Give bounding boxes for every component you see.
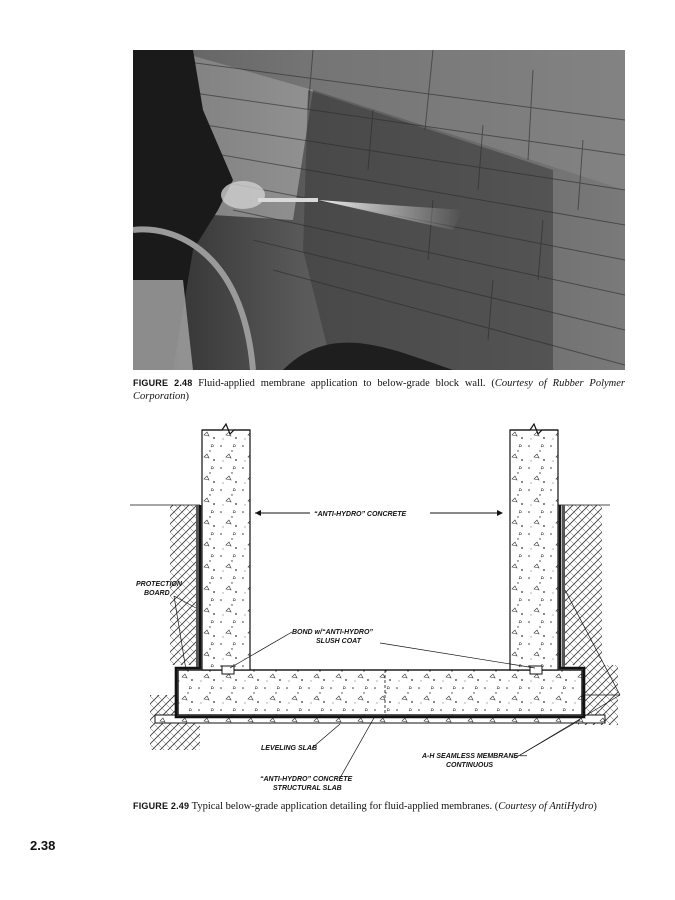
figure-2-48-caption	[133, 377, 625, 403]
caption-credit: Courtesy of AntiHydro	[498, 801, 594, 812]
label-structural-slab: STRUCTURAL SLAB	[273, 785, 342, 792]
structural-slab	[178, 670, 582, 715]
figure-2-49-caption	[133, 800, 625, 813]
protection-board-right	[562, 505, 565, 667]
caption-close: )	[593, 801, 597, 812]
left-wall	[202, 430, 250, 670]
label-anti-hydro-concrete: “ANTI-HYDRO” CONCRETE	[314, 511, 407, 518]
label-leveling-slab: LEVELING SLAB	[261, 745, 318, 752]
caption-text: Typical below-grade application detailing for fluid-applied membranes. (	[189, 801, 499, 812]
protection-board-left	[196, 505, 199, 667]
label-board: BOARD	[144, 590, 170, 597]
label-slush-coat: SLUSH COAT	[316, 638, 361, 645]
membrane-spray-photo	[133, 50, 625, 370]
right-wall	[510, 430, 558, 670]
photo-illustration	[133, 50, 625, 370]
label-protection: PROTECTION	[136, 581, 182, 588]
caption-close: )	[185, 391, 190, 402]
label-continuous: CONTINUOUS	[446, 762, 494, 769]
page-number: 2.38	[30, 838, 56, 853]
caption-text: Fluid-applied membrane application to below-grade block wall. (	[192, 378, 495, 389]
figure-number: FIGURE 2.48	[133, 378, 193, 388]
caption-credit: Courtesy of Rubber Polymer Corporation	[133, 378, 625, 402]
label-seamless-membrane: A-H SEAMLESS MEMBRANE —	[422, 753, 528, 760]
below-grade-detail-diagram	[130, 420, 630, 795]
figure-number: FIGURE 2.49	[133, 801, 190, 811]
label-anti-hydro-concrete-slab: “ANTI-HYDRO” CONCRETE	[260, 776, 353, 783]
label-bond: BOND w/“ANTI-HYDRO”	[292, 629, 373, 636]
